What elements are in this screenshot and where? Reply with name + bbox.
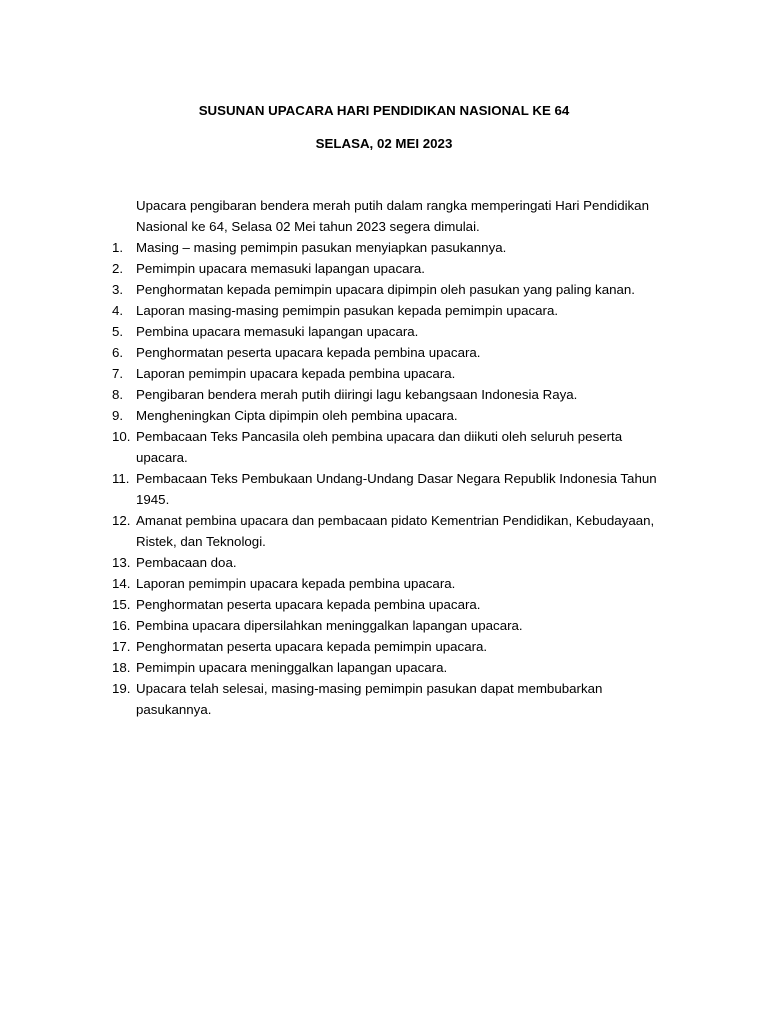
step-number: 4. <box>112 303 124 318</box>
step-number: 2. <box>112 261 124 276</box>
intro-paragraph: Upacara pengibaran bendera merah putih dalam rangka memperingati Hari Pendidikan Nasional ke 64, Selasa 02 Mei tahun 2023 segera dimulai. <box>136 198 649 234</box>
step-text: Pembacaan Teks Pancasila oleh pembina upacara dan diikuti oleh seluruh peserta upacara. <box>136 429 623 465</box>
step-text: Pemimpin upacara memasuki lapangan upacara. <box>136 261 425 276</box>
step-number: 13. <box>112 555 131 570</box>
list-item <box>0 426 671 468</box>
list-item <box>0 636 671 657</box>
list-item <box>0 615 671 636</box>
step-number: 5. <box>112 324 124 339</box>
step-text: Penghormatan peserta upacara kepada pembina upacara. <box>136 597 481 612</box>
list-item <box>0 237 671 258</box>
step-number: 19. <box>112 681 131 696</box>
step-text: Pengibaran bendera merah putih diiringi lagu kebangsaan Indonesia Raya. <box>136 387 578 402</box>
list-item <box>0 321 671 342</box>
step-text: Pemimpin upacara meninggalkan lapangan upacara. <box>136 660 448 675</box>
step-text: Pembacaan doa. <box>136 555 237 570</box>
step-text: Masing – masing pemimpin pasukan menyiapkan pasukannya. <box>136 240 507 255</box>
step-number: 7. <box>112 366 124 381</box>
step-number: 17. <box>112 639 131 654</box>
ceremony-steps-list <box>0 237 768 720</box>
document-title: SUSUNAN UPACARA HARI PENDIDIKAN NASIONAL KE 64 <box>198 103 570 118</box>
list-item <box>0 594 671 615</box>
step-text: Pembina upacara dipersilahkan meninggalkan lapangan upacara. <box>136 618 523 633</box>
step-text: Penghormatan peserta upacara kepada pemimpin upacara. <box>136 639 488 654</box>
list-item <box>0 405 671 426</box>
step-text: Mengheningkan Cipta dipimpin oleh pembina upacara. <box>136 408 458 423</box>
step-number: 15. <box>112 597 131 612</box>
step-text: Laporan pemimpin upacara kepada pembina upacara. <box>136 366 456 381</box>
step-text: Penghormatan kepada pemimpin upacara dipimpin oleh pasukan yang paling kanan. <box>136 282 635 297</box>
step-number: 3. <box>112 282 124 297</box>
list-item <box>0 468 671 510</box>
list-item <box>0 363 671 384</box>
step-number: 16. <box>112 618 131 633</box>
step-number: 10. <box>112 429 131 444</box>
list-item <box>0 384 671 405</box>
step-text: Pembina upacara memasuki lapangan upacara. <box>136 324 419 339</box>
step-text: Amanat pembina upacara dan pembacaan pidato Kementrian Pendidikan, Kebudayaan, Ristek, dan Teknologi. <box>136 513 655 549</box>
step-text: Laporan masing-masing pemimpin pasukan kepada pemimpin upacara. <box>136 303 559 318</box>
list-item <box>0 657 671 678</box>
list-item <box>0 573 671 594</box>
step-number: 8. <box>112 387 124 402</box>
list-item <box>0 552 671 573</box>
step-number: 6. <box>112 345 124 360</box>
step-text: Penghormatan peserta upacara kepada pembina upacara. <box>136 345 481 360</box>
step-text: Upacara telah selesai, masing-masing pemimpin pasukan dapat membubarkan pasukannya. <box>136 681 603 717</box>
step-number: 12. <box>112 513 131 528</box>
list-item <box>0 300 671 321</box>
step-number: 1. <box>112 240 124 255</box>
list-item <box>0 510 671 552</box>
step-number: 11. <box>112 471 130 486</box>
list-item <box>0 678 671 720</box>
step-number: 18. <box>112 660 131 675</box>
step-text: Pembacaan Teks Pembukaan Undang-Undang Dasar Negara Republik Indonesia Tahun 1945. <box>136 471 657 507</box>
step-number: 9. <box>112 408 124 423</box>
list-item <box>0 258 671 279</box>
step-text: Laporan pemimpin upacara kepada pembina upacara. <box>136 576 456 591</box>
list-item <box>0 279 671 300</box>
step-number: 14. <box>112 576 131 591</box>
list-item <box>0 342 671 363</box>
document-date: SELASA, 02 MEI 2023 <box>315 136 453 151</box>
